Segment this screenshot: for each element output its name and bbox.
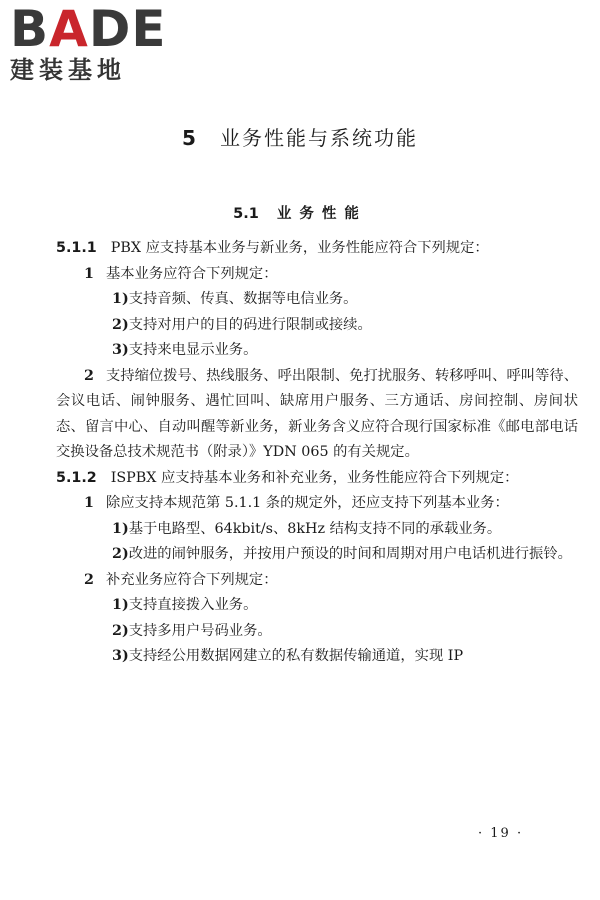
sub-item: 1)基于电路型、64kbit/s、8kHz 结构支持不同的承载业务。	[112, 520, 502, 537]
sub-item: 1)支持直接拨入业务。	[112, 597, 258, 613]
chapter-title-text: 业务性能与系统功能	[219, 126, 418, 150]
logo-wordmark: BADE	[10, 0, 167, 58]
clause-number: 5.1.1	[56, 240, 97, 256]
bade-logo	[10, 0, 180, 84]
sub-item: 3)支持来电显示业务。	[112, 342, 258, 358]
sub-item: 2)支持对用户的目的码进行限制或接续。	[112, 316, 372, 333]
chapter-title	[0, 122, 600, 151]
clause-text: PBX 应支持基本业务与新业务，业务性能应符合下列规定：	[110, 240, 489, 256]
chapter-number: 5	[182, 126, 198, 150]
list-item: 2 补充业务应符合下列规定：	[84, 571, 278, 588]
list-item: 2 支持缩位拨号、热线服务、呼出限制、免打扰服务、转移呼叫、呼叫等待、会议电话、闹钟服务、遇忙回叫、缺席用户服务、三方通话、房间控制、房间状态、留言中心、自动叫醒等新业务，新业务含义应符合现行国家标准《邮电部电话交换设备总技术规范书（附录）》YDN 065 的有关规定。	[56, 367, 578, 460]
clause-text: ISPBX 应支持基本业务和补充业务，业务性能应符合下列规定：	[110, 469, 519, 486]
document-body	[56, 236, 578, 670]
list-item: 1 基本业务应符合下列规定：	[84, 265, 278, 282]
sub-item: 1)支持音频、传真、数据等电信业务。	[112, 291, 358, 307]
clause-number: 5.1.2	[56, 469, 97, 486]
clause-5-1-1	[56, 236, 578, 262]
section-title-text: 业务性能	[276, 206, 367, 222]
logo-subtitle: 建装基地	[10, 56, 126, 84]
sub-item: 2)改进的闹钟服务，并按用户预设的时间和周期对用户电话机进行振铃。	[112, 546, 572, 562]
sub-item: 3)支持经公用数据网建立的私有数据传输通道，实现 IP	[112, 648, 464, 664]
section-number: 5.1	[233, 206, 259, 222]
section-title	[0, 202, 600, 223]
list-item: 1 除应支持本规范第 5.1.1 条的规定外，还应支持下列基本业务：	[84, 495, 509, 511]
page-number: · 19 ·	[478, 826, 524, 841]
sub-item: 2)支持多用户号码业务。	[112, 622, 272, 639]
clause-5-1-2	[56, 466, 578, 492]
